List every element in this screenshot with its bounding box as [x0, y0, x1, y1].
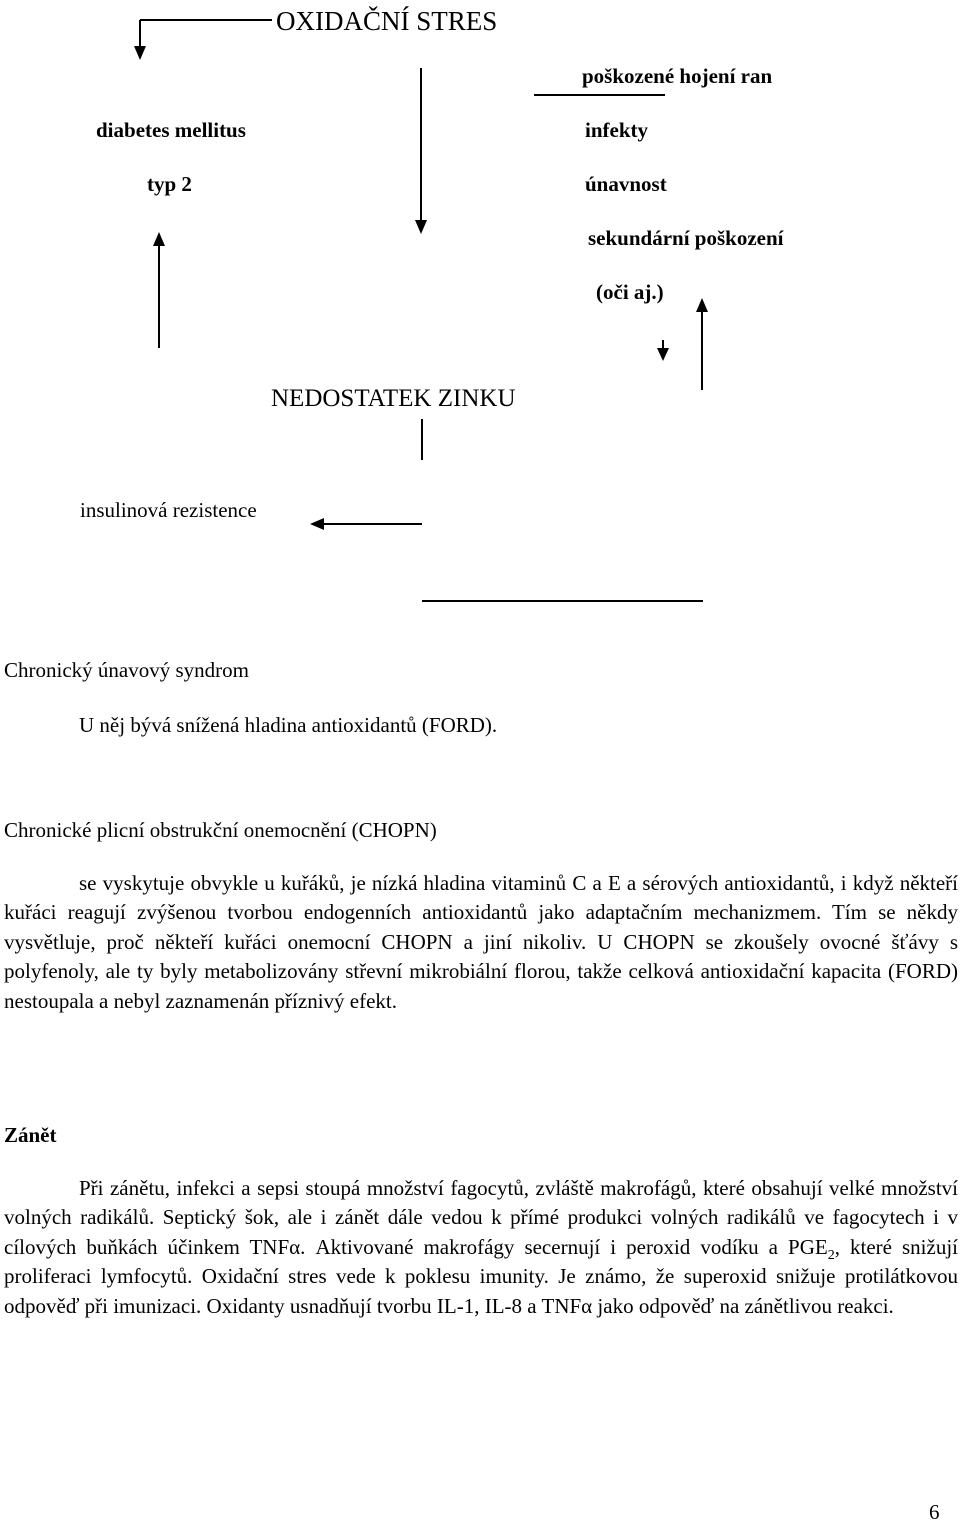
inflammation-text	[4, 1174, 958, 1321]
page-number: 6	[929, 1500, 940, 1524]
arrow-head	[415, 220, 427, 234]
center-label: NEDOSTATEK ZINKU	[271, 385, 516, 412]
copd-text: se vyskytuje obvykle u kuřáků, je nízká hladina vitaminů C a E a sérových antioxidantů, i když někteří kuřáci reagují zvýšenou tvorbou endogenních antioxidantů jako adaptačním mechanizmem. Tím se někdy vysvětluje, proč někteří kuřáci onemocní CHOPN a jiní nikoliv. U CHOPN se zkoušely ovocné šťávy s polyfenoly, ale ty byly metabolizovány střevní mikrobiální florou, takže celková antioxidační kapacita (FORD) nestoupala a nebyl zaznamenán příznivý efekt.	[4, 871, 958, 1013]
copd-paragraph	[4, 869, 958, 1016]
arrow-head	[310, 518, 324, 530]
arrow-head	[657, 348, 669, 361]
arrow-head	[153, 232, 165, 246]
right-item-4: sekundární poškození	[588, 226, 784, 250]
inflammation-paragraph	[4, 1174, 958, 1321]
inflammation-heading: Zánět	[4, 1123, 57, 1147]
right-item-1: poškozené hojení ran	[582, 64, 773, 88]
cfs-heading: Chronický únavový syndrom	[4, 658, 249, 682]
bottom-label: insulinová rezistence	[80, 498, 257, 522]
inflammation-text-part2: , které snižují proliferaci lymfocytů. Oxidační stres vede k poklesu imunity. Je známo, že superoxid snižuje protilátkovou odpověď při imunizaci. Oxidanty usnadňují tvorbu IL-1, IL-8 a TNFα jako odpověď na zánětlivou reakci.	[4, 1234, 958, 1318]
arrow-head	[134, 46, 146, 60]
inflammation-text-part1: Při zánětu, infekci a sepsi stoupá množství fagocytů, zvláště makrofágů, které obsahují velké množství volných radikálů. Septický šok, ale i zánět dále vedou k přímé produkci volných radikálů ve fagocytech i v cílových buňkách účinkem TNFα. Aktivované makrofágy secernují i peroxid vodíku a PGE	[4, 1176, 958, 1259]
diagram-arrows	[0, 0, 960, 620]
right-item-2: infekty	[585, 118, 648, 142]
left-label-line1: diabetes mellitus	[96, 118, 246, 142]
diagram-title: OXIDAČNÍ STRES	[276, 6, 498, 36]
left-label-line2: typ 2	[147, 172, 192, 196]
right-item-3: únavnost	[585, 172, 667, 196]
cfs-text: U něj bývá snížená hladina antioxidantů (FORD).	[79, 713, 498, 737]
inflammation-subscript: 2	[827, 1248, 835, 1263]
arrow-head	[696, 298, 708, 312]
right-item-5: (oči aj.)	[596, 280, 664, 304]
copd-heading: Chronické plicní obstrukční onemocnění (CHOPN)	[4, 818, 437, 842]
